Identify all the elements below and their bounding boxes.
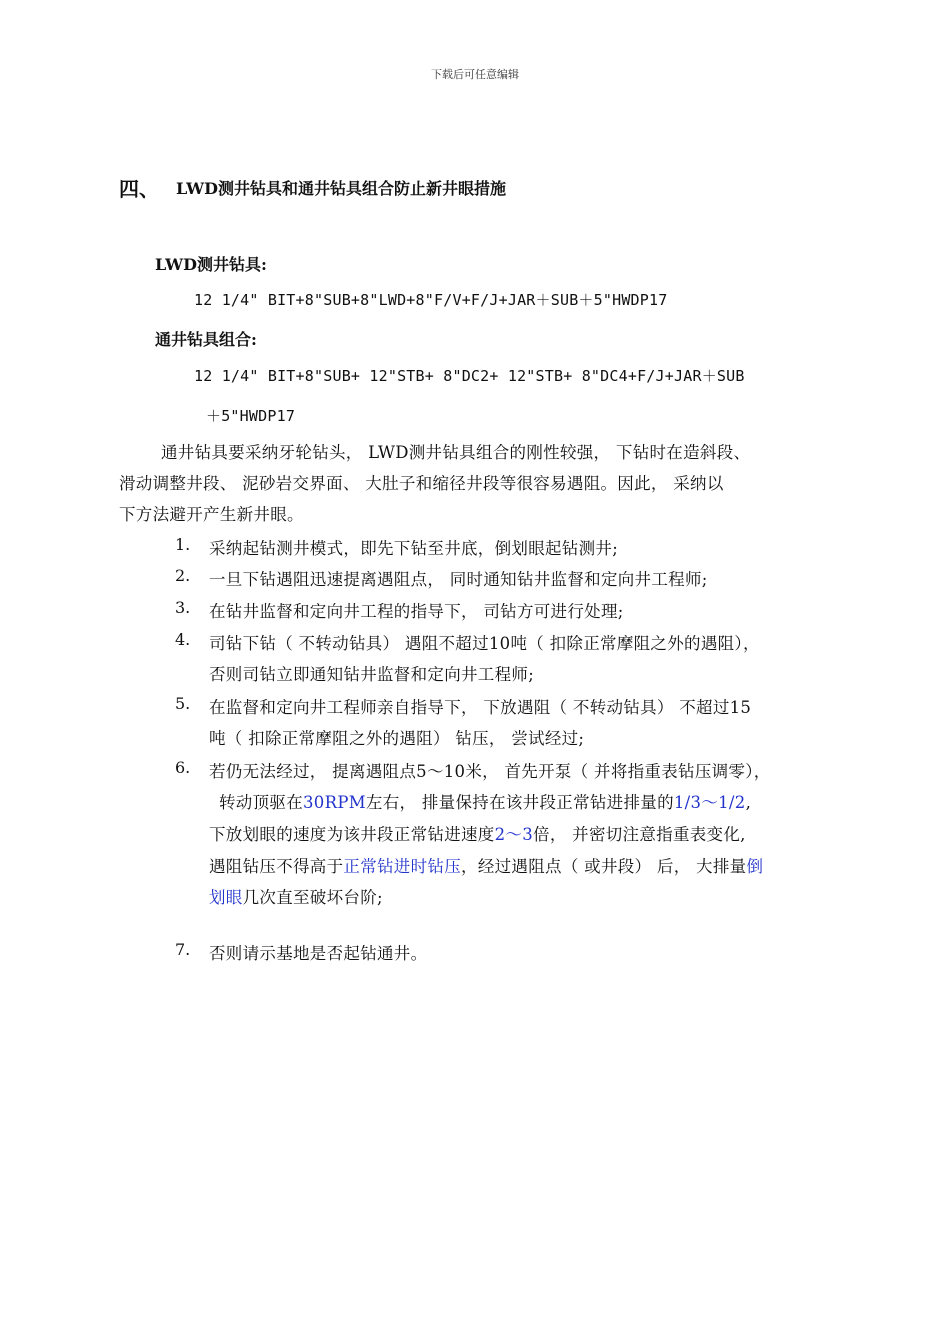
list-item-number: 5. xyxy=(175,694,191,713)
item6-line-3 xyxy=(209,821,746,845)
list-item-number: 4. xyxy=(175,630,191,649)
highlighted-value: 2～3 xyxy=(494,825,534,844)
list-item-number: 3. xyxy=(175,598,191,617)
text-segment: 倍， 并密切注意指重表变化, xyxy=(533,825,746,844)
reaming-heading: 通井钻具组合: xyxy=(155,330,257,349)
text-segment: 左右， 排量保持在该井段正常钻进排量的 xyxy=(365,793,674,812)
list-item-text: 一旦下钻遇阻迅速提离遇阻点， 同时通知钻井监督和定向井工程师; xyxy=(209,570,708,589)
intro-line-3: 下方法避开产生新井眼。 xyxy=(119,505,304,524)
highlighted-value: 划眼 xyxy=(209,888,243,907)
list-item-text: 在钻井监督和定向井工程的指导下， 司钻方可进行处理; xyxy=(209,602,624,621)
text-segment: 遇阻钻压不得高于 xyxy=(209,857,344,876)
item6-line-4 xyxy=(209,853,763,877)
list-item-text: 在监督和定向井工程师亲自指导下， 下放遇阻（ 不转动钻具） 不超过15 xyxy=(209,698,752,717)
text-segment: 转动顶驱在 xyxy=(219,793,303,812)
intro-line-1: 通井钻具要采纳牙轮钻头， LWD测井钻具组合的刚性较强， 下钻时在造斜段、 xyxy=(161,443,751,462)
highlighted-value: 1/3～1/2 xyxy=(673,793,746,812)
list-item-text: 司钻下钻（ 不转动钻具） 遇阻不超过10吨（ 扣除正常摩阻之外的遇阻）， xyxy=(209,634,760,653)
lwd-assembly: 12 1/4" BIT+8"SUB+8"LWD+8"F/V+F/J+JAR＋SUB＋5"HWDP17 xyxy=(194,291,668,309)
highlighted-value: 30RPM xyxy=(303,793,366,812)
page-header-note: 下载后可任意编辑 xyxy=(431,68,519,81)
list-item-text: 否则请示基地是否起钻通井。 xyxy=(209,944,428,963)
text-segment: 几次直至破坏台阶; xyxy=(242,888,383,907)
list-item-number: 7. xyxy=(175,940,191,959)
text-segment: ，经过遇阻点（ 或井段） 后， 大排量 xyxy=(461,857,747,876)
list-item-number: 6. xyxy=(175,758,191,777)
highlighted-value: 倒 xyxy=(746,857,764,876)
list-item-text: 采纳起钻测井模式，即先下钻至井底，倒划眼起钻测井; xyxy=(209,539,619,558)
section-title: LWD测井钻具和通井钻具组合防止新井眼措施 xyxy=(176,179,507,198)
list-item-text: 否则司钻立即通知钻井监督和定向井工程师; xyxy=(209,665,535,684)
item6-line-2 xyxy=(219,789,751,813)
item6-line-5 xyxy=(209,884,383,908)
list-item-number: 1. xyxy=(175,535,191,554)
list-item-text: 吨（ 扣除正常摩阻之外的遇阻） 钻压， 尝试经过; xyxy=(209,729,585,748)
reaming-assembly-line1: 12 1/4" BIT+8"SUB+ 12"STB+ 8"DC2+ 12"STB+ 8"DC4+F/J+JAR＋SUB xyxy=(194,367,745,385)
list-item-text: 若仍无法经过， 提离遇阻点5～10米， 首先开泵（ 并将指重表钻压调零）， xyxy=(209,762,771,781)
text-segment: 下放划眼的速度为该井段正常钻进速度 xyxy=(209,825,495,844)
list-item-number: 2. xyxy=(175,566,191,585)
lwd-heading: LWD测井钻具: xyxy=(155,255,267,274)
text-segment: , xyxy=(745,793,752,812)
section-number: 四、 xyxy=(119,177,159,201)
highlighted-value: 正常钻进时钻压 xyxy=(343,857,462,876)
intro-line-2: 滑动调整井段、 泥砂岩交界面、 大肚子和缩径井段等很容易遇阻。因此， 采纳以 xyxy=(119,474,724,493)
reaming-assembly-line2: ＋5"HWDP17 xyxy=(206,407,296,425)
